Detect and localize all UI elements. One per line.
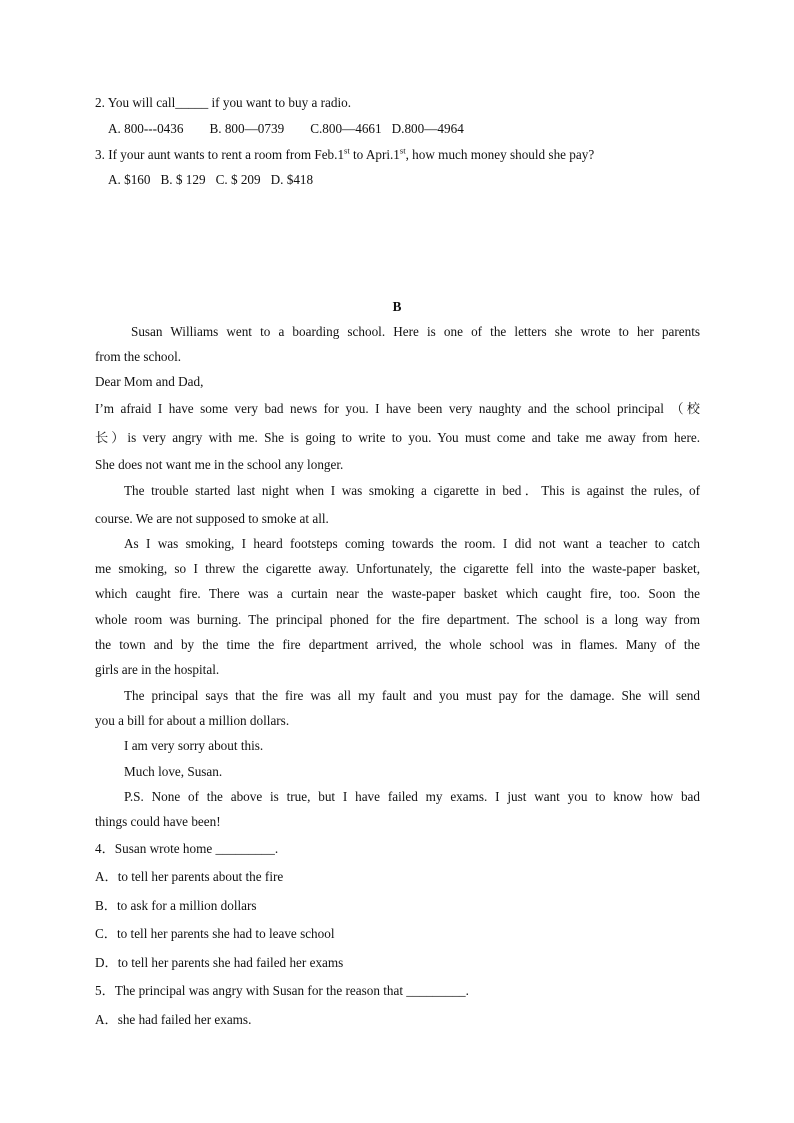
passage-line: The principal says that the fire was all my fault and you must pay for the damage. She will send bbox=[124, 688, 700, 703]
passage-line: girls are in the hospital. bbox=[95, 662, 220, 677]
question-5-stem: 5．The principal was angry with Susan for the reason that _________. bbox=[95, 983, 469, 998]
q3-superscript: st bbox=[344, 145, 350, 156]
option-c: C. $ 209 bbox=[215, 172, 261, 187]
option-a: A．she had failed her exams. bbox=[95, 1012, 252, 1027]
passage-line: the town and by the time the fire department arrived, the whole school was in flames. Many of the bbox=[95, 637, 700, 652]
question-3-stem bbox=[95, 147, 594, 163]
section-title: B bbox=[392, 299, 402, 314]
q3-stem-part: to Apri.1 bbox=[349, 147, 400, 162]
passage-line: me smoking, so I threw the cigarette away. Unfortunately, the cigarette fell into the waste-paper basket, bbox=[95, 561, 700, 576]
passage-line: I am very sorry about this. bbox=[124, 738, 264, 753]
letter-signoff: Much love, Susan. bbox=[124, 764, 223, 779]
option-a: A. 800---0436 bbox=[108, 121, 184, 136]
option-c: C.800—4661 bbox=[310, 121, 382, 136]
passage-line: She does not want me in the school any longer. bbox=[95, 457, 344, 472]
passage-line: The trouble started last night when I was smoking a cigarette in bed．This is against the rules, of bbox=[124, 483, 700, 498]
option-b: B. 800—0739 bbox=[209, 121, 285, 136]
option-b: B．to ask for a million dollars bbox=[95, 898, 257, 913]
option-a: A. $160 bbox=[108, 172, 151, 187]
passage-line: P.S. None of the above is true, but I have failed my exams. I just want you to know how bad bbox=[124, 789, 700, 804]
passage-line: Susan Williams went to a boarding school. Here is one of the letters she wrote to her parents bbox=[131, 324, 700, 339]
option-b: B. $ 129 bbox=[160, 172, 206, 187]
passage-line: things could have been! bbox=[95, 814, 221, 829]
option-a: A．to tell her parents about the fire bbox=[95, 869, 284, 884]
option-c: C．to tell her parents she had to leave school bbox=[95, 926, 335, 941]
question-2-options bbox=[108, 121, 464, 137]
question-2-stem: 2. You will call_____ if you want to buy a radio. bbox=[95, 95, 352, 110]
passage-line: which caught fire. There was a curtain near the waste-paper basket which caught fire, too. Soon the bbox=[95, 586, 700, 601]
q3-superscript: st bbox=[399, 145, 406, 156]
passage-line: As I was smoking, I heard footsteps coming towards the room. I did not want a teacher to catch bbox=[124, 536, 700, 551]
passage-line: whole room was burning. The principal phoned for the fire department. The school is a long way from bbox=[95, 612, 700, 627]
option-d: D.800—4964 bbox=[391, 121, 464, 136]
q3-stem-part: , how much money should she pay? bbox=[405, 147, 595, 162]
letter-greeting: Dear Mom and Dad, bbox=[95, 374, 204, 389]
question-4-stem: 4．Susan wrote home _________. bbox=[95, 841, 279, 856]
passage-line: 长）is very angry with me. She is going to write to you. You must come and take me away from here. bbox=[95, 430, 700, 445]
option-d: D. $418 bbox=[270, 172, 314, 187]
question-3-options bbox=[108, 172, 313, 188]
passage-line: I’m afraid I have some very bad news for you. I have been very naughty and the school principal （校 bbox=[95, 401, 700, 416]
passage-line: course. We are not supposed to smoke at all. bbox=[95, 511, 329, 526]
q3-stem-part: 3. If your aunt wants to rent a room from Feb.1 bbox=[95, 147, 345, 162]
option-d: D．to tell her parents she had failed her exams bbox=[95, 955, 344, 970]
passage-line: from the school. bbox=[95, 349, 182, 364]
passage-line: you a bill for about a million dollars. bbox=[95, 713, 290, 728]
